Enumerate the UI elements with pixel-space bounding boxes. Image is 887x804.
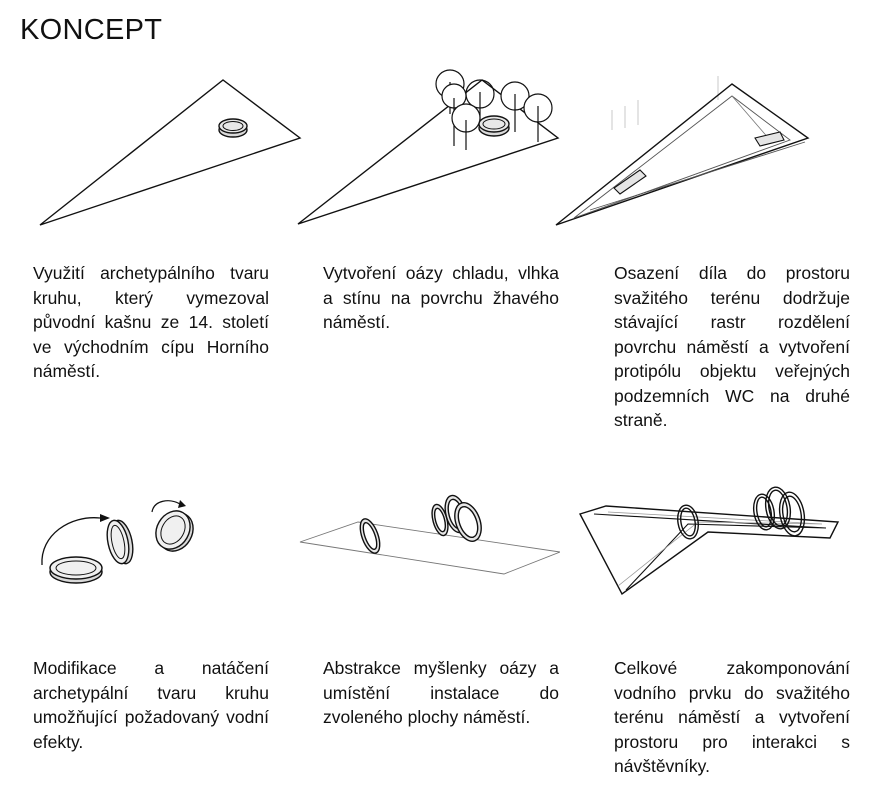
caption-ring-rotation: Modifikace a natáčení archetypální tvaru kruhu umožňující požadovaný vodní efekty.: [33, 658, 269, 752]
fountain-ring-icon: [219, 119, 247, 137]
illustration-oasis-trees: [290, 62, 570, 230]
ring-element: [614, 132, 784, 194]
square-terrain-outline: [580, 506, 838, 594]
caption-rings-in-terrain: Celkové zakomponování vodního prvku do svažitého terénu náměstí a vytvoření prostoru pro interakci s návštěvníky.: [614, 658, 850, 776]
page-title: KONCEPT: [20, 14, 163, 46]
caption-rings-on-plane: Abstrakce myšlenky oázy a umístění instalace do zvoleného plochy náměstí.: [323, 658, 559, 727]
illustration-ring-rotation: [30, 490, 220, 595]
caption-archetype-circle: Využití archetypálního tvaru kruhu, který vymezoval původní kašnu ze 14. století ve východním cípu Horního náměstí.: [33, 263, 269, 381]
illustration-rings-in-terrain: [578, 478, 868, 600]
ring-flat-icon: [50, 557, 102, 583]
caption-oasis-trees: Vytvoření oázy chladu, vlhka a stínu na povrchu žhavého náměstí.: [323, 263, 559, 332]
illustration-terrain-grid: [550, 70, 850, 230]
ring-upright-icon: [104, 518, 137, 565]
square-triangle-outline: [556, 84, 808, 225]
grid-lines: [612, 76, 718, 130]
square-plane-outline: [300, 522, 560, 574]
tree-icon: [436, 70, 552, 150]
ring-tilted-icon: [149, 505, 200, 558]
illustration-archetype-circle: [30, 70, 310, 230]
fountain-ring-icon: [479, 116, 509, 136]
illustration-rings-on-plane: [298, 490, 560, 580]
square-triangle-outline: [40, 80, 300, 225]
caption-terrain-grid: Osazení díla do prostoru svažitého terénu dodržuje stávající rastr rozdělení povrchu náměstí a vytvoření protipólu objektu veřejných podzemních WC na druhé straně.: [614, 263, 850, 430]
